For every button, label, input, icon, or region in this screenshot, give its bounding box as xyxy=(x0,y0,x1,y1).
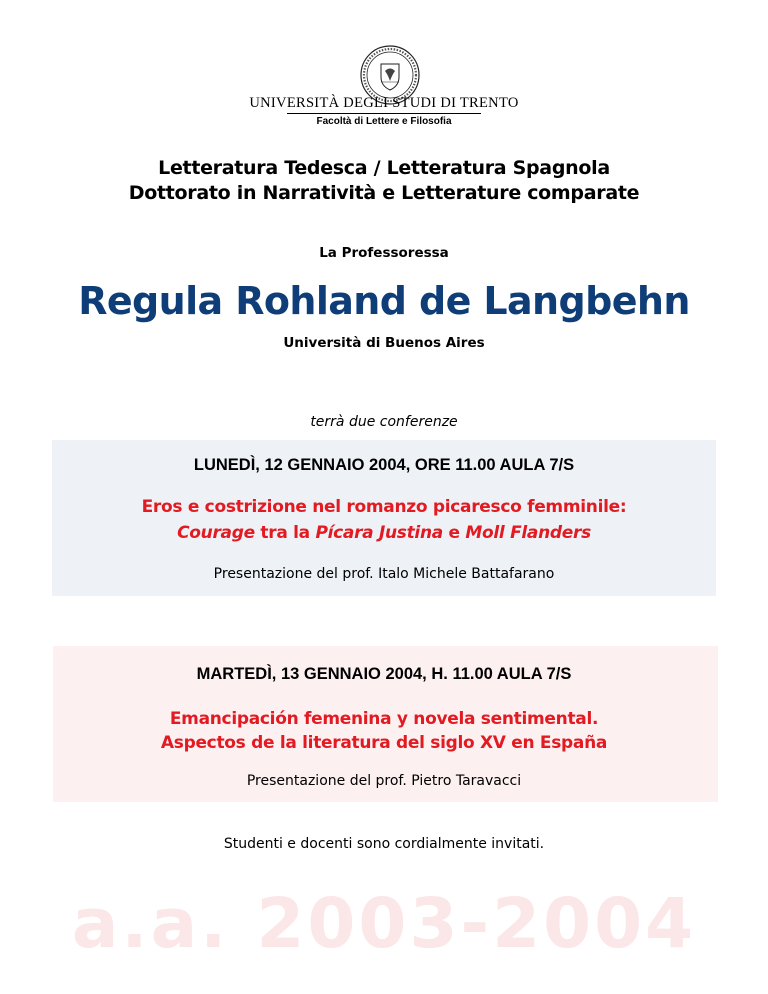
university-name: UNIVERSITÀ DEGLI STUDI DI TRENTO xyxy=(249,95,519,111)
lecture-2-title-line2: Aspectos de la literatura del siglo XV en España xyxy=(160,733,608,753)
lecture-2-title-line1: Emancipación femenina y novela sentimental. xyxy=(169,709,599,729)
speaker-name: Regula Rohland de Langbehn xyxy=(78,279,690,323)
lecture-1-title-line2 xyxy=(0,523,768,543)
speaker-title: La Professoressa xyxy=(319,245,449,261)
lecture-1-date: LUNEDÌ, 12 GENNAIO 2004, ORE 11.00 AULA 7/S xyxy=(193,456,575,474)
lecture-1-title-line1: Eros e costrizione nel romanzo picaresco femminile: xyxy=(141,497,627,517)
work-title-moll-flanders: Moll Flanders xyxy=(465,523,591,543)
work-title-picara-justina: Pícara Justina xyxy=(315,523,443,543)
title-connector: tra la xyxy=(254,523,316,543)
lecture-1-presenter: Presentazione del prof. Italo Michele Battafarano xyxy=(213,566,555,582)
header-divider xyxy=(287,113,481,114)
title-connector: e xyxy=(442,523,466,543)
faculty-name: Facoltà di Lettere e Filosofia xyxy=(316,116,452,127)
lecture-2-presenter: Presentazione del prof. Pietro Taravacci xyxy=(246,773,522,789)
invitation-text: Studenti e docenti sono cordialmente invitati. xyxy=(223,836,545,852)
speaker-affiliation: Università di Buenos Aires xyxy=(283,335,485,351)
lecture-2-date: MARTEDÌ, 13 GENNAIO 2004, H. 11.00 AULA 7/S xyxy=(196,665,572,683)
work-title-courage: Courage xyxy=(177,523,255,543)
course-title-line2: Dottorato in Narratività e Letterature comparate xyxy=(128,182,640,204)
academic-year-watermark: a.a. 2003-2004 xyxy=(71,884,697,964)
course-title-line1: Letteratura Tedesca / Letteratura Spagnola xyxy=(158,157,610,179)
intro-text: terrà due conferenze xyxy=(310,414,458,430)
